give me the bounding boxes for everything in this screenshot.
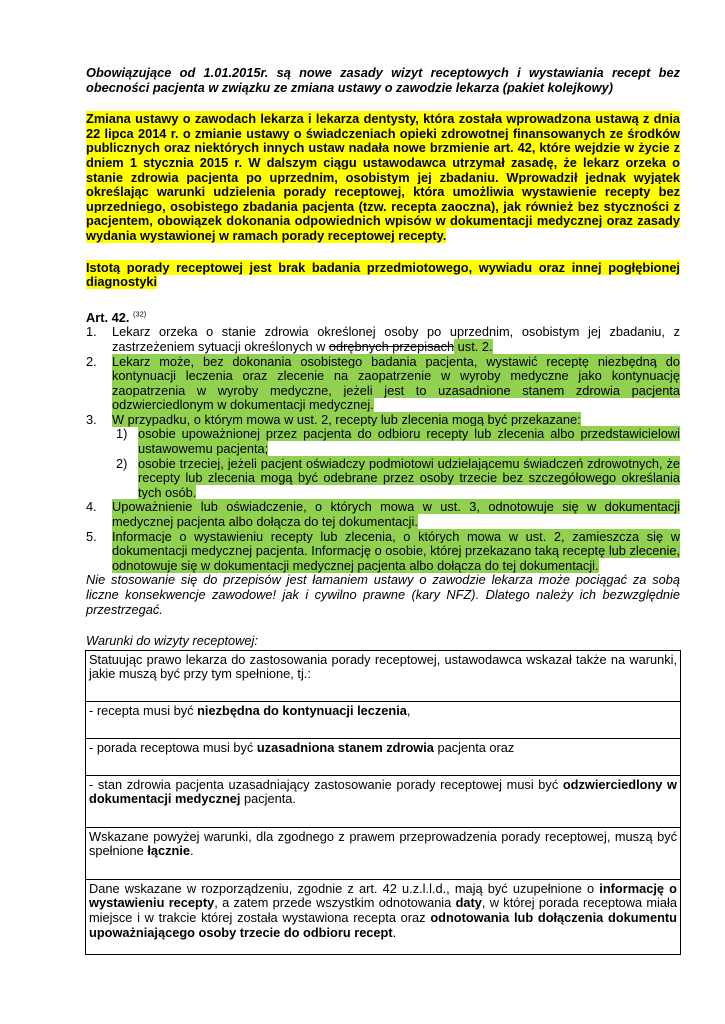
intro-title: Obowiązujące od 1.01.2015r. są nowe zasady wizyt receptowych i wystawiania recept bez obecności pacjenta w związku ze zmiana ustawy o zawodzie lekarza (pakiet kolejkowy): [86, 65, 680, 95]
conditions-row: - porada receptowa musi być uzasadniona stanem zdrowia pacjenta oraz: [86, 738, 681, 775]
intro-paragraph: [86, 112, 680, 243]
conditions-row: - recepta musi być niezbędna do kontynuacji leczenia,: [86, 701, 681, 738]
conditions-caption: Warunki do wizyty receptowej:: [86, 633, 258, 649]
highlighted-text: Istotą porady receptowej jest brak badania przedmiotowego, wywiadu oraz innej pogłębionej diagnostyki: [86, 259, 680, 290]
article-paragraph-5: 5. Informacje o wystawieniu recepty lub zlecenia, o których mowa w ust. 2, zamieszcza się w dokumentacji medycznej pacjenta. Informację o osobie, której przekazano taką receptę lub zlecenie, odnotowuje się w dokumentacji medycznej pacjenta albo dołącza do tej dokumentacji.: [86, 528, 680, 573]
highlighted-text: ust. 2.: [454, 338, 493, 354]
subpoint-1: 1) osobie upoważnionej przez pacjenta do odbioru recepty lub zlecenia albo przedstawicielowi ustawowemu pacjenta;: [116, 426, 680, 457]
conditions-row: Dane wskazane w rozporządzeniu, zgodnie z art. 42 u.z.l.l.d., mają być uzupełnione o informację o wystawieniu recepty, a zatem przede wszystkim odnotowania daty, w której porada receptowa miała miejsce i w trakcie której została wystawiona recepta oraz odnotowania lub dołączenia dokumentu upoważniającego osoby trzecie do odbioru recept.: [86, 879, 681, 954]
conditions-row: - stan zdrowia pacjenta uzasadniający zastosowanie porady receptowej musi być odzwierciedlony w dokumentacji medycznej pacjenta.: [86, 775, 681, 827]
article-paragraph-4: 4. Upoważnienie lub oświadczenie, o których mowa w ust. 3, odnotowuje się w dokumentacji medycznej pacjenta albo dołącza do tej dokumentacji.: [86, 499, 680, 530]
document-page: [86, 66, 680, 955]
article-paragraph-3: 3. W przypadku, o którym mowa w ust. 2, recepty lub zlecenia mogą być przekazane: 1) osobie upoważnionej przez pacjenta do odbioru recepty lub zlecenia albo przedstawicielowi ustawowemu pacjenta; 2) osobie trzeciej, jeżeli pacjent oświadczy podmiotowi udzielającemu świadczeń zdrowotnych, że recepty lub zlecenia mogą być odebrane przez osoby trzecie bez szczegółowego określania tych osób.: [86, 411, 680, 500]
essence-paragraph: [86, 261, 680, 290]
article-paragraphs: [86, 325, 680, 573]
struck-text: odrębnych przepisach: [328, 338, 455, 354]
article-heading: Art. 42. $^{(32)}$: [86, 309, 147, 325]
subpoint-2: 2) osobie trzeciej, jeżeli pacjent oświadczy podmiotowi udzielającemu świadczeń zdrowotnych, że recepty lub zlecenia mogą być odebrane przez osoby trzecie bez szczegółowego określania tych osób.: [116, 455, 680, 500]
conditions-row: Statuując prawo lekarza do zastosowania porady receptowej, ustawodawca wskazał także na warunki, jakie muszą być przy tym spełnione, tj.:: [86, 650, 681, 701]
warning-paragraph: Nie stosowanie się do przepisów jest łamaniem ustawy o zawodzie lekarza może pociągać za sobą liczne konsekwencje zawodowe! jak i cywilno prawne (kary NFZ). Dlatego należy ich bezwzględnie przestrzegać.: [86, 572, 680, 617]
article-paragraph-2: 2. Lekarz może, bez dokonania osobistego badania pacjenta, wystawić receptę niezbędną do kontynuacji leczenia oraz zlecenie na zaopatrzenie w wyroby medyczne jako kontynuację zaopatrzenia w wyroby medyczne, jeżeli jest to uzasadnione stanem zdrowia pacjenta odzwierciedlonym w dokumentacji medycznej.: [86, 353, 680, 413]
conditions-row: Wskazane powyżej warunki, dla zgodnego z prawem przeprowadzenia porady receptowej, muszą być spełnione łącznie.: [86, 827, 681, 879]
article-subpoints: [112, 427, 680, 500]
highlighted-text: Zmiana ustawy o zawodach lekarza i lekarza dentysty, która została wprowadzona ustawą z dnia 22 lipca 2014 r. o zmianie ustawy o świadczeniach opieki zdrowotnej finansowanych ze środków publicznych oraz niektórych innych ustaw nadała nowe brzmienie art. 42, które wejdzie w życie z dniem 1 stycznia 2015 r. W dalszym ciągu ustawodawca utrzymał zasadę, że lekarz orzeka o stanie zdrowia pacjenta po uprzednim, osobistym jej zbadaniu. Wprowadził jednak wyjątek określając warunki udzielenia porady receptowej, która umożliwia wystawienie recepty bez uprzedniego, osobistego zbadania pacjenta (tzw. recepta zaoczna), jak również bez styczności z pacjentem, obowiązek dokonania odpowiednich wpisów w dokumentacji medycznej oraz zasady wydania wystawionej w ramach porady receptowej recepty.: [86, 111, 680, 243]
conditions-table: [85, 650, 681, 955]
article-paragraph-1: 1. Lekarz orzeka o stanie zdrowia określonej osoby po uprzednim, osobistym jej zbadaniu, z zastrzeżeniem sytuacji określonych w odrębnych przepisach ust. 2.: [86, 324, 680, 354]
footnote-marker: (32): [132, 309, 147, 319]
